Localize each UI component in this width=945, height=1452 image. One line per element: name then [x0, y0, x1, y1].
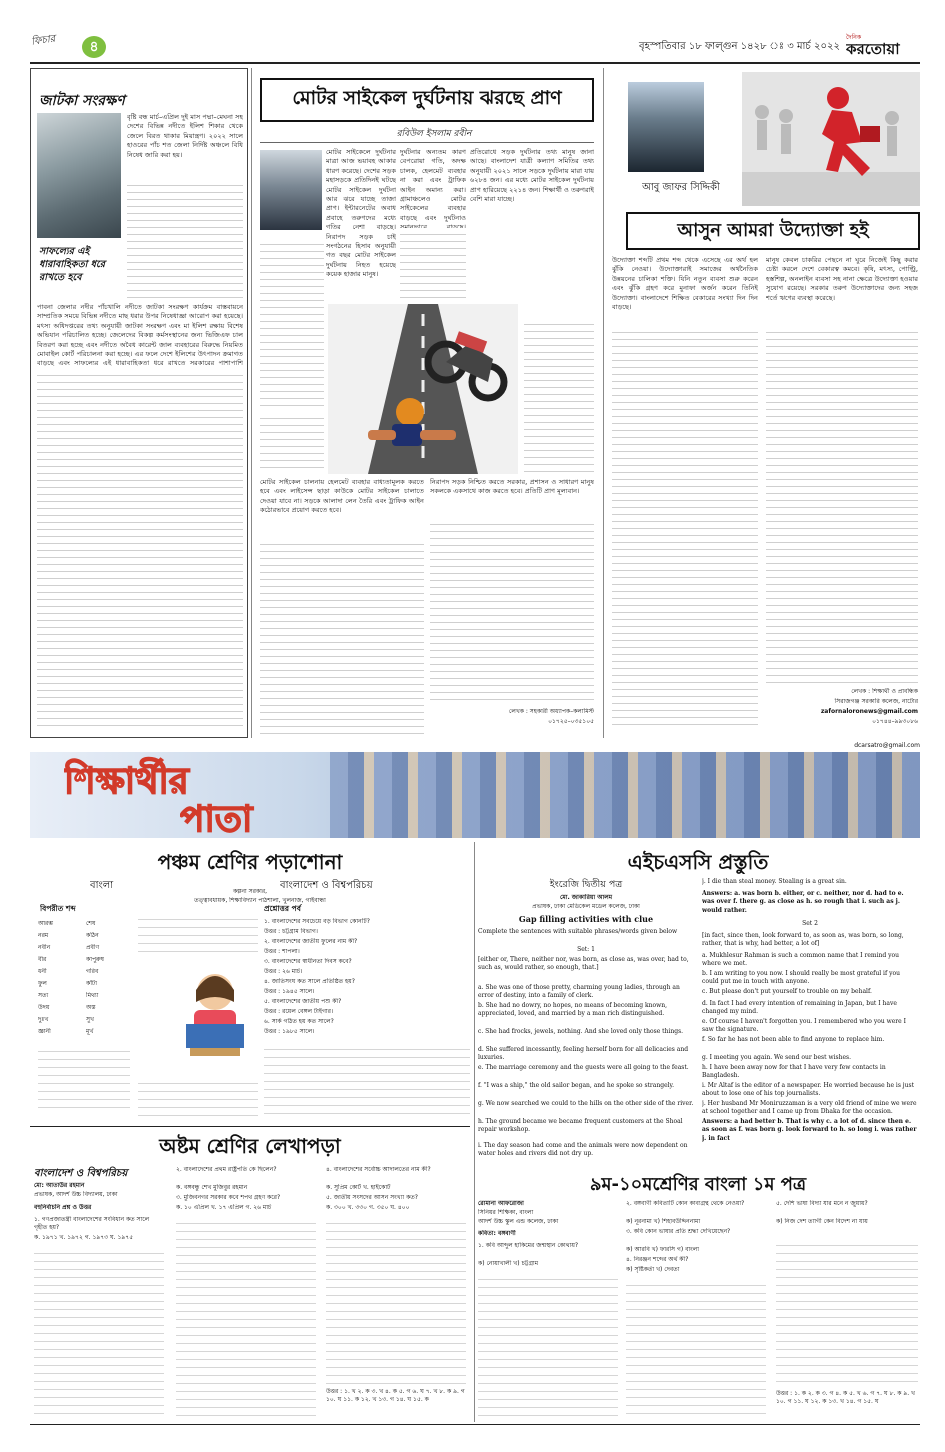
hsc-item: c. She had frocks, jewels, nothing. And she loved only those things. — [478, 1028, 684, 1035]
qa-line: ৩. বাংলাদেশের স্বাধীনতা দিবস কবে? — [264, 958, 352, 965]
class5-teacher: কল্পনা সরকার, — [232, 888, 268, 895]
right-col2-lines — [766, 326, 918, 686]
class9-q: ক) আরবি খ) ফারসি গ) বাংলা — [626, 1246, 699, 1253]
footer-rule — [30, 1424, 920, 1425]
hsc-title: এইচএসসি প্রস্তুতি — [627, 850, 769, 874]
opposite-cell: শেষ — [86, 920, 96, 927]
opposite-table-header: বিপরীত শব্দ — [40, 904, 76, 913]
right-col1-text: উদ্যোক্তা শব্দটি প্রথম শব্দ থেকে এসেছে এর অর্থ হল ঝুঁকি নেওয়া। উদ্যোক্তারাই সমাজের অর্থনৈতিক উন্নয়নের চালিকা শক্তি। যিনি নতুন ব্যবসা শুরু করেন এবং ঝুঁকি গ্রহণ করে মুনাফা অর্জন করেন তিনিই উদ্যোক্তা। বাংলাদেশে শিক্ষিত বেকারের সংখ্যা দিন দিন বাড়ছে। — [612, 256, 758, 312]
col5-lines — [430, 518, 594, 704]
byline: রবিউল ইসলাম রবীন — [396, 129, 472, 139]
col5-text: নিরাপদ সড়ক নিশ্চিত করতে সরকার, প্রশাসন ও সাধারণ মানুষ সকলকে একসাথে কাজ করতে হবে। প্রতিটি প্রাণ মূল্যবান। — [430, 478, 594, 496]
class8-col2-lines — [176, 1216, 316, 1416]
opposite-cell: মূর্খ — [86, 1028, 94, 1035]
class9-q: ক) সৃষ্টিকর্তা খ) দেবতা — [626, 1266, 680, 1273]
hsc-item: a. She was one of those pretty, charming young ladies, through an error of destiny, into a family of clerk. — [478, 984, 680, 1000]
qa-line: ২. বাংলাদেশের জাতীয় ফুলের নাম কী? — [264, 938, 358, 945]
col1-lines — [260, 238, 324, 408]
hsc-right-item: e. Of course I haven't forgotten you. I remembered who you were I saw the signature. — [702, 1018, 906, 1034]
col4-lines — [260, 538, 424, 734]
masthead — [30, 30, 920, 62]
class5-teacher-detail: তত্ত্বাবধায়ক, শিক্ষাবিদ্যান পাঠশালা, খুলনাজ, গাইবান্ধা — [194, 897, 326, 904]
right-article-title: আসুন আমরা উদ্যোক্তা হই — [626, 212, 920, 250]
class8-q: ১. গণপ্রজাতন্ত্রী বাংলাদেশের সংবিধান কত সালে গৃহীত হয়? — [34, 1216, 150, 1232]
hsc-right-item: g. I meeting you again. We send our best wishes. — [702, 1054, 851, 1061]
author-photo — [260, 150, 322, 230]
qa-line: উত্তর : রয়েল বেঙ্গল টাইগার। — [264, 1008, 334, 1015]
qa-more-lines — [264, 1042, 470, 1118]
banner-photo-strip — [330, 752, 920, 838]
hsc-right-item: d. In fact I had every intention of remaining in Japan, but I have changed my mind. — [702, 1000, 897, 1016]
section-label: ফিচার — [30, 33, 56, 48]
class9-q: ক) নূরনামা খ) শিহাবউদ্দিননামা — [626, 1218, 701, 1225]
right-article — [606, 68, 922, 738]
class8-col3-lines — [326, 1216, 466, 1386]
page-number: ৪ — [82, 36, 106, 58]
hsc-right-item: j. Her husband Mr Moniruzzaman is a very old friend of mine we were at school together and I came up from Dhaka for the occasion. — [702, 1100, 917, 1116]
hsc-item: h. The ground became we became frequent customers at the Shoal repair workshop. — [478, 1118, 683, 1134]
hsc-right-item: h. I have been away now for that I have very few contacts in Bangladesh. — [702, 1064, 886, 1080]
class5-bottom-rule — [30, 1126, 470, 1127]
hsc-answers-set1: Answers: a. was born b. either, or c. neither, nor d. had to e. was over f. there g. as close as h. so rough that i. such as j. would rather. — [702, 890, 904, 914]
banner-title-line1: শিক্ষার্থীর — [64, 761, 189, 798]
class8-q: ক. বঙ্গবন্ধু শেখ মুজিবুর রহমান — [176, 1184, 248, 1191]
col-left-lines — [260, 412, 324, 474]
class8-q: ২. বাংলাদেশের প্রথম রাষ্ট্রপতি কে ছিলেন? — [176, 1166, 277, 1173]
col3-lines — [524, 318, 594, 474]
hsc-item: d. She suffered incessantly, feeling herself born for all delicacies and luxuries. — [478, 1046, 689, 1062]
word-cell: ফুল — [38, 980, 47, 987]
qa-column — [264, 904, 470, 1118]
class9-col1-lines — [478, 1272, 618, 1420]
class5-title: পঞ্চম শ্রেণির পড়াশোনা — [157, 850, 343, 874]
banner-title-line2: পাতা — [180, 799, 253, 836]
writer-phone: ০১৭২৫–০৩৫১০৫ — [548, 718, 594, 725]
class8-q: ৪. বাংলাদেশের সর্বোচ্চ আদালতের নাম কী? — [326, 1166, 431, 1173]
opposite-cell: গরিব — [86, 968, 99, 975]
hsc-subject: ইংরেজি দ্বিতীয় পত্র — [549, 879, 623, 890]
qa-line: উত্তর : ১৯৪৫ সালে। — [264, 988, 315, 995]
students-banner — [30, 752, 920, 838]
author2-name: আবু জাফর সিদ্দিকী — [642, 182, 720, 193]
paper-logo: করতোয়া — [846, 40, 900, 58]
class9-title: ৯ম-১০মশ্রেণির বাংলা ১ম পত্র — [589, 1174, 807, 1194]
hsc-answers-set2: Answers: a had better b. That is why c. a lot of d. since then e. as soon as f. was born g. look forward to h. so long i. was rather j. in fact — [702, 1118, 917, 1142]
column-divider-2 — [603, 68, 604, 738]
center-article-title: মোটর সাইকেল দুর্ঘটনায় ঝরছে প্রাণ — [260, 78, 594, 122]
qa-line: উত্তর : চট্টগ্রাম বিভাগ। — [264, 928, 318, 935]
class9-answers: উত্তর : ১. ক ২. ক ৩. গ ৪. ক ৫. খ ৬. গ ৭. ঘ ৮. ক ৯. খ ১০. গ ১১. ঘ ১২. ক ১৩. খ ১৪. গ ১৫. ঘ — [776, 1390, 916, 1406]
opposite-cell: মিথ্যা — [86, 992, 99, 999]
right-col2-text: মানুষ কেবল চাকরির পেছনে না ঘুরে নিজেই কিছু করার চেষ্টা করলে দেশে বেকারত্ব কমবে। কৃষি, মৎস্য, পোল্ট্রি, হস্তশিল্প, অনলাইন ব্যবসা সহ নানা ক্ষেত্রে উদ্যোক্তা হওয়ার সুযোগ রয়েছে। সরকার তরুণ উদ্যোক্তাদের জন্য সহজ শর্তে ঋণের ব্যবস্থা করেছে। — [766, 256, 918, 302]
reading-girl-svg — [160, 962, 270, 1072]
right-writer-institution: সিরাজগঞ্জ সরকারি কলেজ, নাটোর — [834, 698, 918, 705]
word-cell: বীর — [38, 956, 47, 963]
class9-school: আদর্শ উচ্চ স্কুল এন্ড কলেজ, ঢাকা — [478, 1218, 559, 1225]
accident-illustration — [328, 304, 518, 474]
left-article — [30, 68, 248, 738]
hsc-right-item: a. Mukhlesur Rahman is such a common name that I remind you where we met. — [702, 952, 899, 968]
qa-line: উত্তর : ২৬ মার্চ। — [264, 968, 303, 975]
class5-section — [30, 842, 470, 1196]
right-writer-phone: ০১৭৪৪–৯৯৩০৮৬ — [872, 718, 918, 725]
class8-teacher-detail: প্রভাষক, আদর্শ উচ্চ বিদ্যালয়, ঢাকা — [34, 1191, 118, 1198]
hsc-item: g. We now searched we could to the hills on the other side of the river. — [478, 1100, 694, 1107]
class8-q: ৩. মুজিবনগর সরকার কবে শপথ গ্রহণ করে? — [176, 1194, 281, 1201]
class9-teacher-detail: সিনিয়র শিক্ষিকা, বাংলা — [478, 1209, 534, 1216]
qa-line: ৫. বাংলাদেশের জাতীয় পশু কী? — [264, 998, 342, 1005]
col4-text: মোটর সাইকেল চালনায় হেলমেট ব্যবহার বাধ্যতামূলক করতে হবে এবং লাইসেন্স ছাড়া কাউকে মোটর সাইকেল চালাতে দেওয়া যাবে না। সড়কে আলাদা লেন তৈরি এবং ট্রাফিক আইন কঠোরভাবে প্রয়োগ করতে হবে। — [260, 478, 424, 515]
qa-line: উত্তর : ১৯৮৫ সালে। — [264, 1028, 315, 1035]
writer-credit: লেখক : সহকারী অধ্যাপক–কলামিস্ট — [508, 708, 594, 715]
qa-line: উত্তর : শাপলা। — [264, 948, 300, 955]
body-text-lines — [37, 369, 243, 731]
right-writer-email: zafornaloronews@gmail.com — [820, 708, 918, 715]
opposite-cell: অস্ত — [86, 1004, 96, 1011]
opposite-cell: সুখ — [86, 1016, 94, 1023]
paper-small-label: দৈনিক — [846, 34, 862, 41]
qa-line: ৪. জাতিসংঘ কত সালে প্রতিষ্ঠিত হয়? — [264, 978, 355, 985]
qa-line: ১. বাংলাদেশের সবচেয়ে বড় বিভাগ কোনটি? — [264, 918, 370, 925]
intro-text-lines — [127, 179, 243, 299]
banner-credit: dcarsatro@gmail.com — [854, 742, 920, 749]
right-writer: লেখক : শিক্ষার্থী ও প্রাবন্ধিক — [851, 688, 918, 695]
class9-col3-lines — [776, 1238, 918, 1388]
running-man-illustration — [742, 72, 920, 206]
body-text: পাবনা জেলার নদীর পাঁচখালি নদীতে জাটকা সংরক্ষণ কার্যক্রম বাস্তবায়নে সাম্প্রতিক সময়ে বিভিন্ন নদীতে মাছ ধরার উপর নিষেধাজ্ঞা আরোপ করা হয়েছে। মৎস্য অধিদপ্তরের তথ্য অনুযায়ী জাটকা সংরক্ষণ এবং মা ইলিশ রক্ষায় বিশেষ অভিযান পরিচালিত হচ্ছে। জেলেদের বিকল্প কর্মসংস্থানের জন্য ভিজিএফ চাল বিতরণ করা হচ্ছে এবং নদীতে অবৈধ কারেন্ট জাল ব্যবহারের বিরুদ্ধে নিয়মিত মোবাইল কোর্ট পরিচালনা করা হচ্ছে। এর ফলে দেশে ইলিশের উৎপাদন ক্রমাগত বাড়ছে এবং সাফল্যের এই ধারাবাহিকতা ধরে রাখতে সরকারের পাশাপাশি — [37, 303, 243, 368]
word-cell: আরম্ভ — [38, 920, 54, 927]
hsc-right-item: c. But please don't put yourself to trouble on my behalf. — [702, 988, 872, 995]
class9-q: ৪. নিরঞ্জন শব্দের অর্থ কী? — [626, 1256, 689, 1263]
intro-text: বৃষ্টি বন্ধ মার্চ–এপ্রিল দুই মাস পদ্মা–মেঘনা সহ দেশের বিভিন্ন নদীতে ইলিশ শিকার থেকে জেলে বিরত থাকার মিয়ান্ত্রণ। ২০২২ সালে হাওরের পাঁচ শত জেলা নির্দিষ্ট অঞ্চলে বিধি নিষেধ জারি করা হয়। — [127, 113, 243, 159]
runner-svg — [742, 72, 920, 206]
opposite-table-lines — [38, 1044, 130, 1114]
class5-subject-bgs: বাংলাদেশ ও বিশ্বপরিচয় — [280, 880, 373, 891]
fish-photo — [37, 113, 121, 238]
hsc-item: i. The day season had come and the animals were now dependent on water holes and rivers did not dry up. — [478, 1142, 688, 1158]
class8-title: অষ্টম শ্রেণির লেখাপড়া — [159, 1134, 341, 1158]
hsc-section — [478, 842, 920, 1142]
class5-subject-bangla: বাংলা — [90, 880, 114, 891]
hsc-right-item: b. I am writing to you now. I should really be most grateful if you could put me in touch with anyone. — [702, 970, 900, 986]
class9-q: ১. কবি আব্দুল হাকিমের জন্মস্থান কোথায়? — [478, 1242, 579, 1249]
hsc-instruction: Complete the sentences with suitable phrases/words given below — [478, 928, 678, 935]
byline-rule — [260, 142, 594, 143]
class9-q: ৫. দেশি ভাষা বিদ্যা যার মনে ন জুয়ায়? — [776, 1200, 868, 1207]
masthead-rule — [30, 62, 920, 64]
class8-section — [30, 1166, 470, 1422]
reading-girl-illustration — [160, 962, 270, 1072]
hsc-topic: Gap filling activities with clue — [518, 914, 654, 924]
word-cell: উদয় — [38, 1004, 50, 1011]
qa-header: প্রশ্নোত্তর পর্ব — [264, 904, 301, 913]
hsc-set1: Set: 1 — [577, 946, 595, 953]
class9-teacher: রোমানা আফরোজা — [478, 1200, 524, 1207]
left-article-title: জাটকা সংরক্ষণ — [39, 93, 125, 109]
photo-caption: সাফল্যের এই ধারাবাহিকতা ধরে রাখতে হবে — [39, 246, 106, 283]
opposite-words-table — [34, 904, 134, 1114]
lower-divider — [474, 842, 475, 1422]
word-cell: নরম — [38, 932, 49, 939]
word-cell: সত্য — [38, 992, 49, 999]
hsc-right-item: j. I die than steal money. Stealing is a great sin. — [702, 878, 847, 885]
class9-q: ক) নিজ দেশ ত্যাগী কেন বিদেশ না যায় — [776, 1218, 868, 1225]
class8-section-label: বহুনির্বাচনি প্রশ্ন ও উত্তর — [34, 1204, 92, 1211]
class9-q: ২. বঙ্গবাণী কবিতাটি কোন কাব্যগ্রন্থ থেকে নেওয়া? — [626, 1200, 745, 1207]
author2-photo — [628, 82, 704, 172]
hsc-teacher-detail: প্রভাষক, ঢাকা মেডিকেল মডেল কলেজ, ঢাকা — [532, 903, 640, 910]
class9-topic: কবিতা: বঙ্গবাণী — [478, 1230, 516, 1237]
column-divider-1 — [251, 68, 252, 738]
word-cell: নবীন — [38, 944, 51, 951]
class8-q: ক. ৩০০ খ. ৩৩০ গ. ৩৫০ ঘ. ৪০০ — [326, 1204, 410, 1211]
right-col1-lines — [612, 326, 758, 728]
center-article — [254, 68, 600, 738]
hsc-item: f. "I was a ship," the old sailor began, and he spoke so strangely. — [478, 1082, 675, 1089]
col2-lines — [400, 228, 466, 304]
hsc-set2: Set 2 — [802, 920, 818, 927]
word-cell: ধনী — [38, 968, 47, 975]
qa-line: ৬. সার্ক গঠিত হয় কত সালে? — [264, 1018, 334, 1025]
class5-mid-lines-2 — [138, 1076, 258, 1116]
word-cell: দুঃখ — [38, 1016, 49, 1023]
class8-answers: উত্তর : ১. খ ২. ক ৩. খ ৪. ক ৫. গ ৬. ঘ ৭. খ ৮. ক ৯. গ ১০. ঘ ১১. ক ১২. খ ১৩. গ ১৪. ঘ ১৫. ক — [326, 1388, 465, 1404]
class9-col2-lines — [626, 1278, 766, 1420]
opposite-cell: কাঁটা — [86, 980, 97, 987]
hsc-teacher: মো. জাকারিয়া আলম — [559, 894, 613, 901]
motorcycle-crash-svg — [328, 304, 518, 474]
hsc-right-item: f. So far he has not been able to find anyone to replace him. — [702, 1036, 885, 1043]
class8-q: ক. ১৯৭১ খ. ১৯৭২ গ. ১৯৭৩ ঘ. ১৯৭৫ — [34, 1234, 134, 1241]
class8-q: ৫. জাতীয় সংসদের আসন সংখ্যা কত? — [326, 1194, 418, 1201]
hsc-clue2: [in fact, since then, look forward to, as soon as, was born, so long, rather, that is why, had better, a lot of] — [702, 932, 904, 948]
col1-text: মোটর সাইকেলে দুর্ঘটনার মাত্রা আজ ভয়াবহ আকার ধারণ করেছে। দেশের সড়ক মহাসড়কে প্রতিদিনই ঘটছে মোটর সাইকেল দুর্ঘটনা আর ঝরে যাচ্ছে তাজা প্রাণ। ইন্টারনেটের অবাধ প্রবাহে তরুণদের মধ্যে গতির নেশা বাড়ছে। নিরাপদ সড়ক চাই সংগঠনের হিসাব অনুযায়ী গত বছর মোটর সাইকেল দুর্ঘটনায় নিহত হয়েছে কয়েক হাজার মানুষ। — [326, 148, 396, 279]
opposite-cell: কঠিন — [86, 932, 99, 939]
hsc-clue: [either or, There, neither nor, was born, as close as, was over, had to, such as, would rather, so enough, that.] — [478, 956, 689, 972]
class9-section — [478, 1170, 920, 1422]
class9-q: ক) নোয়াখালী খ) চট্টগ্রাম — [478, 1260, 539, 1267]
date-line: বৃহস্পতিবার ১৮ ফাল্গুন ১৪২৮ ঃ ৩ মার্চ ২০২২ — [639, 41, 840, 52]
hsc-right-item: i. Mr Altaf is the editor of a newspaper. He worried because he is just about to lose one of his top journalists. — [702, 1082, 915, 1098]
class8-q: ক. ১০ এপ্রিল খ. ১৭ এপ্রিল গ. ২৬ মার্চ — [176, 1204, 272, 1211]
class8-col1-lines — [34, 1246, 164, 1416]
word-cell: জ্ঞানী — [38, 1028, 51, 1035]
class8-q: ক. সুপ্রিম কোর্ট খ. হাইকোর্ট — [326, 1184, 391, 1191]
opposite-cell: কাপুরুষ — [86, 956, 104, 963]
hsc-item: e. The marriage ceremony and the guests were all going to the feast. — [478, 1064, 689, 1071]
col3-text: প্রতিরোধে সড়ক দুর্ঘটনার তথ্য মানুষ জানা আছে। বাংলাদেশ যাত্রী কল্যাণ সমিতির তথ্য অনুযায়ী ২০২১ সালে সড়কে দুর্ঘটনায় মারা যায় ৬২৮৪ জন। এর মধ্যে মোটর সাইকেল দুর্ঘটনায় প্রাণ হারিয়েছে ২২১৪ জন। শিক্ষার্থী ও তরুণরাই বেশি মারা যাচ্ছে। — [470, 148, 594, 204]
class8-subject: বাংলাদেশ ও বিশ্বপরিচয় — [34, 1168, 128, 1179]
class5-mid-lines — [138, 912, 258, 958]
opposite-cell: প্রবীণ — [86, 944, 100, 951]
col2-text: দুর্ঘটনার অন্যতম কারণ বেপরোয়া গতি, অদক্ষ চালক, হেলমেট ব্যবহার না করা এবং ট্রাফিক আইন অমান্য করা। গ্রামাঞ্চলেও মোটর সাইকেলের ব্যবহার বাড়ছে এবং দুর্ঘটনাও — [400, 148, 466, 222]
hsc-item: b. She had no dowry, no hopes, no means of becoming known, appreciated, loved, and married by a man rich distinguished. — [478, 1002, 668, 1018]
class8-teacher: মো: আতাউর রহমান — [34, 1182, 85, 1189]
class9-q: ৩. কবি কোন ভাষার প্রতি শ্রদ্ধা দেখিয়েছেন? — [626, 1228, 731, 1235]
